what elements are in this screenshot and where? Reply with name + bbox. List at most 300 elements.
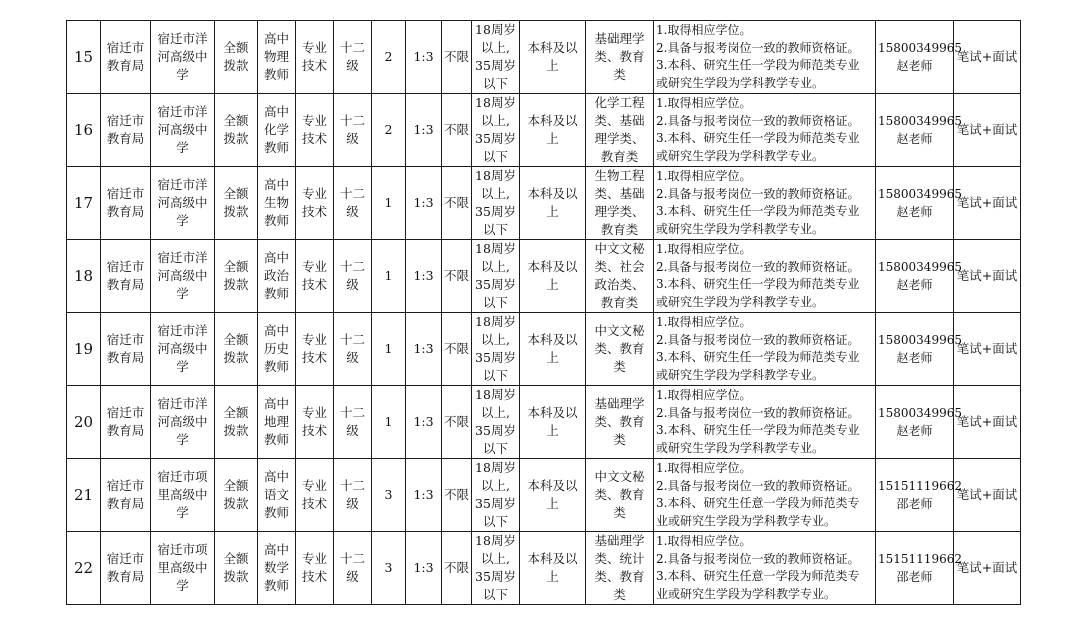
other-requirements-cell-line: 2.具备与报考岗位一致的教师资格证。 xyxy=(656,332,860,347)
education-cell-line: 本科及以 xyxy=(527,259,578,274)
other-requirements-cell-line: 业或研究生学段为学科教学专业。 xyxy=(656,586,837,601)
contact-cell xyxy=(876,459,962,532)
major-cell-line: 基础理学 xyxy=(594,396,645,411)
department-cell xyxy=(101,313,151,386)
major-cell-line: 类、基础 xyxy=(594,113,645,128)
other-requirements-cell-line: 1.取得相应学位。 xyxy=(656,242,752,256)
department-cell xyxy=(101,21,151,94)
other-requirements-cell xyxy=(654,386,876,459)
position-name-cell-line: 高中 xyxy=(263,323,289,338)
funding-type-cell-line: 全额 xyxy=(223,478,249,493)
position-category-cell-line: 专业 xyxy=(301,40,327,55)
major-cell-line: 教育类 xyxy=(600,295,639,310)
department-cell-line: 宿迁市 xyxy=(106,405,145,420)
position-category-cell-line: 技术 xyxy=(301,58,327,73)
gender-cell: 不限 xyxy=(442,459,472,532)
contact-cell-line: 赵老师 xyxy=(896,205,933,219)
other-requirements-cell-line: 1.取得相应学位。 xyxy=(656,388,752,402)
position-category-cell-line: 专业 xyxy=(301,259,327,274)
major-cell-line: 基础理学 xyxy=(594,31,645,46)
department-cell xyxy=(101,94,151,167)
education-cell-line: 上 xyxy=(546,277,559,292)
major-cell-line: 类、教育 xyxy=(594,487,645,502)
position-grade-cell xyxy=(334,167,372,240)
contact-cell-line: 15800349965 xyxy=(878,406,962,420)
position-grade-cell-line: 十二 xyxy=(339,405,365,420)
other-requirements-cell-line: 2.具备与报考岗位一致的教师资格证。 xyxy=(656,259,860,274)
employer-cell-line: 学 xyxy=(176,432,189,447)
funding-type-cell xyxy=(215,94,258,167)
other-requirements-cell-line: 3.本科、研究生任一学段为师范类专业 xyxy=(656,423,860,437)
other-requirements-cell-line: 2.具备与报考岗位一致的教师资格证。 xyxy=(656,113,860,128)
funding-type-cell xyxy=(215,313,258,386)
position-category-cell-line: 专业 xyxy=(301,186,327,201)
funding-type-cell-line: 全额 xyxy=(223,186,249,201)
department-cell-line: 教育局 xyxy=(106,423,145,438)
department-cell-line: 宿迁市 xyxy=(106,40,145,55)
department-cell-line: 教育局 xyxy=(106,350,145,365)
major-cell-line: 类、社会 xyxy=(594,259,645,274)
exam-method-cell: 笔试+面试 xyxy=(954,532,1021,605)
exam-ratio-cell: 1:3 xyxy=(406,94,442,167)
other-requirements-cell-line: 1.取得相应学位。 xyxy=(656,315,752,329)
employer-cell-line: 河高级中 xyxy=(157,122,208,137)
contact-cell-line: 邵老师 xyxy=(896,497,933,511)
other-requirements-cell-line: 3.本科、研究生任意一学段为师范类专 xyxy=(656,569,860,583)
contact-cell-line: 15151119662 xyxy=(878,552,962,566)
contact-cell-line: 15800349965 xyxy=(878,41,962,55)
age-requirement-cell-line: 以下 xyxy=(482,441,508,456)
hiring-count-cell: 1 xyxy=(372,313,406,386)
funding-type-cell xyxy=(215,386,258,459)
other-requirements-cell-line: 1.取得相应学位。 xyxy=(656,169,752,183)
age-requirement-cell-line: 以下 xyxy=(482,368,508,383)
major-cell xyxy=(586,167,654,240)
department-cell-line: 教育局 xyxy=(106,569,145,584)
exam-ratio-cell: 1:3 xyxy=(406,21,442,94)
exam-method-cell: 笔试+面试 xyxy=(954,240,1021,313)
age-requirement-cell-line: 以上, xyxy=(481,332,510,347)
education-cell xyxy=(520,313,586,386)
education-cell-line: 本科及以 xyxy=(527,332,578,347)
education-cell-line: 本科及以 xyxy=(527,405,578,420)
position-grade-cell-line: 级 xyxy=(346,277,359,292)
department-cell-line: 宿迁市 xyxy=(106,332,145,347)
contact-cell xyxy=(876,94,962,167)
other-requirements-cell-line: 3.本科、研究生任一学段为师范类专业 xyxy=(656,277,860,291)
funding-type-cell-line: 全额 xyxy=(223,40,249,55)
other-requirements-cell-line: 1.取得相应学位。 xyxy=(656,96,752,110)
exam-ratio-cell: 1:3 xyxy=(406,386,442,459)
funding-type-cell-line: 全额 xyxy=(223,405,249,420)
position-name-cell-line: 高中 xyxy=(263,177,289,192)
position-grade-cell-line: 级 xyxy=(346,58,359,73)
employer-cell-line: 学 xyxy=(176,286,189,301)
employer-cell-line: 学 xyxy=(176,359,189,374)
table-row xyxy=(67,532,1021,605)
age-requirement-cell xyxy=(472,167,520,240)
row-number: 17 xyxy=(67,167,101,240)
position-name-cell xyxy=(258,532,296,605)
exam-method-cell: 笔试+面试 xyxy=(954,167,1021,240)
employer-cell xyxy=(151,313,215,386)
contact-cell-line: 15151119662 xyxy=(878,479,962,493)
position-category-cell xyxy=(296,240,334,313)
major-cell-line: 中文文秘 xyxy=(594,323,645,338)
age-requirement-cell xyxy=(472,386,520,459)
major-cell-line: 教育类 xyxy=(600,222,639,237)
major-cell xyxy=(586,532,654,605)
gender-cell: 不限 xyxy=(442,386,472,459)
contact-cell-line: 15800349965 xyxy=(878,187,962,201)
position-name-cell-line: 教师 xyxy=(263,213,289,228)
age-requirement-cell-line: 35周岁 xyxy=(475,423,516,438)
contact-cell-line: 赵老师 xyxy=(896,351,933,365)
position-category-cell-line: 技术 xyxy=(301,277,327,292)
position-name-cell-line: 教师 xyxy=(263,359,289,374)
major-cell-line: 中文文秘 xyxy=(594,469,645,484)
position-grade-cell xyxy=(334,313,372,386)
position-category-cell-line: 专业 xyxy=(301,478,327,493)
education-cell-line: 上 xyxy=(546,204,559,219)
employer-cell-line: 里高级中 xyxy=(157,560,208,575)
position-name-cell-line: 语文 xyxy=(263,487,289,502)
position-name-cell xyxy=(258,240,296,313)
position-category-cell-line: 技术 xyxy=(301,496,327,511)
other-requirements-cell-line: 1.取得相应学位。 xyxy=(656,23,752,37)
table-row xyxy=(67,167,1021,240)
funding-type-cell-line: 拨款 xyxy=(223,350,249,365)
position-category-cell-line: 技术 xyxy=(301,350,327,365)
major-cell-line: 中文文秘 xyxy=(594,241,645,256)
employer-cell xyxy=(151,240,215,313)
employer-cell-line: 宿迁市洋 xyxy=(157,250,208,265)
funding-type-cell-line: 全额 xyxy=(223,332,249,347)
position-category-cell xyxy=(296,21,334,94)
position-grade-cell-line: 级 xyxy=(346,350,359,365)
education-cell xyxy=(520,532,586,605)
age-requirement-cell-line: 35周岁 xyxy=(475,277,516,292)
education-cell-line: 上 xyxy=(546,131,559,146)
age-requirement-cell-line: 18周岁 xyxy=(475,314,516,329)
employer-cell-line: 河高级中 xyxy=(157,49,208,64)
other-requirements-cell-line: 2.具备与报考岗位一致的教师资格证。 xyxy=(656,405,860,420)
major-cell xyxy=(586,459,654,532)
position-name-cell-line: 地理 xyxy=(263,414,289,429)
other-requirements-cell-line: 或研究生学段为学科教学专业。 xyxy=(656,75,825,90)
education-cell xyxy=(520,21,586,94)
major-cell-line: 理学类、 xyxy=(594,131,645,146)
education-cell xyxy=(520,386,586,459)
major-cell-line: 类、统计 xyxy=(594,551,645,566)
age-requirement-cell-line: 以下 xyxy=(482,222,508,237)
position-grade-cell xyxy=(334,240,372,313)
department-cell xyxy=(101,532,151,605)
gender-cell: 不限 xyxy=(442,532,472,605)
row-number: 19 xyxy=(67,313,101,386)
hiring-count-cell: 3 xyxy=(372,459,406,532)
position-name-cell-line: 高中 xyxy=(263,104,289,119)
position-grade-cell-line: 十二 xyxy=(339,186,365,201)
position-category-cell xyxy=(296,167,334,240)
funding-type-cell-line: 拨款 xyxy=(223,496,249,511)
position-name-cell-line: 高中 xyxy=(263,31,289,46)
funding-type-cell-line: 拨款 xyxy=(223,131,249,146)
position-name-cell-line: 物理 xyxy=(263,49,289,64)
position-grade-cell-line: 级 xyxy=(346,204,359,219)
employer-cell xyxy=(151,386,215,459)
age-requirement-cell-line: 35周岁 xyxy=(475,569,516,584)
age-requirement-cell-line: 18周岁 xyxy=(475,95,516,110)
position-grade-cell xyxy=(334,94,372,167)
age-requirement-cell-line: 以下 xyxy=(482,587,508,602)
other-requirements-cell-line: 3.本科、研究生任一学段为师范类专业 xyxy=(656,58,860,72)
other-requirements-cell-line: 业或研究生学段为学科教学专业。 xyxy=(656,513,837,528)
education-cell-line: 上 xyxy=(546,350,559,365)
other-requirements-cell-line: 2.具备与报考岗位一致的教师资格证。 xyxy=(656,186,860,201)
education-cell-line: 本科及以 xyxy=(527,478,578,493)
employer-cell-line: 宿迁市洋 xyxy=(157,396,208,411)
contact-cell-line: 15800349965 xyxy=(878,114,962,128)
position-name-cell xyxy=(258,313,296,386)
department-cell xyxy=(101,459,151,532)
other-requirements-cell-line: 2.具备与报考岗位一致的教师资格证。 xyxy=(656,40,860,55)
exam-ratio-cell: 1:3 xyxy=(406,167,442,240)
other-requirements-cell-line: 或研究生学段为学科教学专业。 xyxy=(656,221,825,236)
other-requirements-cell-line: 或研究生学段为学科教学专业。 xyxy=(656,294,825,309)
contact-cell xyxy=(876,386,962,459)
department-cell-line: 教育局 xyxy=(106,58,145,73)
major-cell-line: 理学类、 xyxy=(594,204,645,219)
gender-cell: 不限 xyxy=(442,240,472,313)
exam-method-cell: 笔试+面试 xyxy=(954,94,1021,167)
major-cell-line: 生物工程 xyxy=(594,168,645,183)
major-cell-line: 类、基础 xyxy=(594,186,645,201)
age-requirement-cell-line: 以上, xyxy=(481,113,510,128)
funding-type-cell xyxy=(215,459,258,532)
hiring-count-cell: 1 xyxy=(372,240,406,313)
employer-cell xyxy=(151,94,215,167)
position-name-cell-line: 教师 xyxy=(263,432,289,447)
age-requirement-cell-line: 35周岁 xyxy=(475,496,516,511)
exam-ratio-cell: 1:3 xyxy=(406,459,442,532)
age-requirement-cell-line: 18周岁 xyxy=(475,387,516,402)
contact-cell-line: 15800349965 xyxy=(878,260,962,274)
position-name-cell-line: 教师 xyxy=(263,140,289,155)
funding-type-cell-line: 拨款 xyxy=(223,423,249,438)
contact-cell-line: 赵老师 xyxy=(896,278,933,292)
hiring-count-cell: 2 xyxy=(372,94,406,167)
employer-cell-line: 宿迁市洋 xyxy=(157,177,208,192)
education-cell xyxy=(520,240,586,313)
table-row xyxy=(67,94,1021,167)
position-grade-cell xyxy=(334,532,372,605)
other-requirements-cell xyxy=(654,240,876,313)
employer-cell-line: 宿迁市洋 xyxy=(157,104,208,119)
table-row xyxy=(67,459,1021,532)
position-category-cell-line: 专业 xyxy=(301,113,327,128)
contact-cell-line: 赵老师 xyxy=(896,424,933,438)
position-grade-cell-line: 级 xyxy=(346,423,359,438)
age-requirement-cell-line: 18周岁 xyxy=(475,533,516,548)
department-cell-line: 教育局 xyxy=(106,204,145,219)
recruitment-table xyxy=(66,20,1021,605)
employer-cell-line: 学 xyxy=(176,505,189,520)
other-requirements-cell xyxy=(654,459,876,532)
funding-type-cell xyxy=(215,532,258,605)
education-cell-line: 本科及以 xyxy=(527,40,578,55)
education-cell-line: 本科及以 xyxy=(527,113,578,128)
contact-cell xyxy=(876,21,962,94)
hiring-count-cell: 3 xyxy=(372,532,406,605)
funding-type-cell-line: 拨款 xyxy=(223,58,249,73)
employer-cell-line: 河高级中 xyxy=(157,268,208,283)
age-requirement-cell-line: 以下 xyxy=(482,149,508,164)
position-grade-cell-line: 级 xyxy=(346,496,359,511)
major-cell-line: 政治类、 xyxy=(594,277,645,292)
row-number: 20 xyxy=(67,386,101,459)
contact-cell-line: 15800349965 xyxy=(878,333,962,347)
position-name-cell-line: 政治 xyxy=(263,268,289,283)
funding-type-cell-line: 拨款 xyxy=(223,277,249,292)
education-cell xyxy=(520,94,586,167)
position-name-cell-line: 高中 xyxy=(263,542,289,557)
major-cell xyxy=(586,386,654,459)
education-cell xyxy=(520,459,586,532)
major-cell-line: 类 xyxy=(613,587,626,602)
employer-cell-line: 宿迁市项 xyxy=(157,542,208,557)
age-requirement-cell-line: 35周岁 xyxy=(475,131,516,146)
age-requirement-cell-line: 以上, xyxy=(481,259,510,274)
position-name-cell-line: 高中 xyxy=(263,250,289,265)
position-name-cell-line: 数学 xyxy=(263,560,289,575)
row-number: 21 xyxy=(67,459,101,532)
employer-cell-line: 河高级中 xyxy=(157,195,208,210)
age-requirement-cell xyxy=(472,94,520,167)
position-grade-cell-line: 十二 xyxy=(339,332,365,347)
position-name-cell xyxy=(258,21,296,94)
position-name-cell-line: 教师 xyxy=(263,578,289,593)
position-category-cell-line: 专业 xyxy=(301,405,327,420)
hiring-count-cell: 1 xyxy=(372,167,406,240)
funding-type-cell-line: 全额 xyxy=(223,113,249,128)
funding-type-cell-line: 拨款 xyxy=(223,204,249,219)
position-category-cell xyxy=(296,386,334,459)
contact-cell xyxy=(876,532,962,605)
funding-type-cell-line: 全额 xyxy=(223,551,249,566)
department-cell-line: 教育局 xyxy=(106,496,145,511)
position-name-cell-line: 生物 xyxy=(263,195,289,210)
exam-ratio-cell: 1:3 xyxy=(406,313,442,386)
table-row xyxy=(67,21,1021,94)
position-category-cell-line: 技术 xyxy=(301,204,327,219)
other-requirements-cell xyxy=(654,94,876,167)
education-cell xyxy=(520,167,586,240)
position-grade-cell xyxy=(334,386,372,459)
table-row xyxy=(67,313,1021,386)
position-category-cell-line: 专业 xyxy=(301,332,327,347)
contact-cell-line: 赵老师 xyxy=(896,132,933,146)
department-cell-line: 教育局 xyxy=(106,131,145,146)
gender-cell: 不限 xyxy=(442,167,472,240)
other-requirements-cell xyxy=(654,21,876,94)
age-requirement-cell-line: 35周岁 xyxy=(475,58,516,73)
contact-cell xyxy=(876,167,962,240)
age-requirement-cell-line: 以上, xyxy=(481,405,510,420)
position-grade-cell-line: 级 xyxy=(346,569,359,584)
table-body xyxy=(67,21,1021,605)
age-requirement-cell xyxy=(472,532,520,605)
employer-cell-line: 学 xyxy=(176,578,189,593)
position-category-cell-line: 技术 xyxy=(301,569,327,584)
gender-cell: 不限 xyxy=(442,21,472,94)
other-requirements-cell xyxy=(654,532,876,605)
employer-cell-line: 河高级中 xyxy=(157,414,208,429)
position-name-cell xyxy=(258,167,296,240)
contact-cell xyxy=(876,313,962,386)
major-cell-line: 类 xyxy=(613,67,626,82)
education-cell-line: 上 xyxy=(546,496,559,511)
exam-ratio-cell: 1:3 xyxy=(406,240,442,313)
age-requirement-cell xyxy=(472,21,520,94)
other-requirements-cell-line: 或研究生学段为学科教学专业。 xyxy=(656,148,825,163)
position-category-cell-line: 技术 xyxy=(301,423,327,438)
education-cell-line: 上 xyxy=(546,58,559,73)
contact-cell-line: 赵老师 xyxy=(896,59,933,73)
employer-cell xyxy=(151,167,215,240)
age-requirement-cell-line: 以下 xyxy=(482,295,508,310)
age-requirement-cell xyxy=(472,240,520,313)
other-requirements-cell-line: 3.本科、研究生任意一学段为师范类专 xyxy=(656,496,860,510)
position-category-cell xyxy=(296,313,334,386)
exam-method-cell: 笔试+面试 xyxy=(954,386,1021,459)
education-cell-line: 本科及以 xyxy=(527,551,578,566)
major-cell xyxy=(586,94,654,167)
position-name-cell xyxy=(258,94,296,167)
age-requirement-cell-line: 18周岁 xyxy=(475,168,516,183)
position-grade-cell-line: 级 xyxy=(346,131,359,146)
employer-cell-line: 里高级中 xyxy=(157,487,208,502)
row-number: 15 xyxy=(67,21,101,94)
table-row xyxy=(67,386,1021,459)
position-name-cell-line: 高中 xyxy=(263,469,289,484)
age-requirement-cell-line: 以上, xyxy=(481,551,510,566)
funding-type-cell-line: 拨款 xyxy=(223,569,249,584)
major-cell-line: 类、教育 xyxy=(594,569,645,584)
major-cell-line: 类、教育 xyxy=(594,414,645,429)
age-requirement-cell-line: 18周岁 xyxy=(475,241,516,256)
table-row xyxy=(67,240,1021,313)
age-requirement-cell-line: 以上, xyxy=(481,186,510,201)
major-cell xyxy=(586,313,654,386)
row-number: 16 xyxy=(67,94,101,167)
department-cell xyxy=(101,240,151,313)
position-grade-cell-line: 十二 xyxy=(339,40,365,55)
position-name-cell xyxy=(258,459,296,532)
employer-cell xyxy=(151,21,215,94)
age-requirement-cell-line: 以上, xyxy=(481,478,510,493)
position-name-cell-line: 教师 xyxy=(263,67,289,82)
age-requirement-cell-line: 以下 xyxy=(482,514,508,529)
exam-method-cell: 笔试+面试 xyxy=(954,313,1021,386)
major-cell-line: 化学工程 xyxy=(594,95,645,110)
employer-cell-line: 河高级中 xyxy=(157,341,208,356)
employer-cell-line: 学 xyxy=(176,67,189,82)
exam-method-cell: 笔试+面试 xyxy=(954,459,1021,532)
age-requirement-cell xyxy=(472,313,520,386)
major-cell xyxy=(586,21,654,94)
position-name-cell-line: 教师 xyxy=(263,505,289,520)
